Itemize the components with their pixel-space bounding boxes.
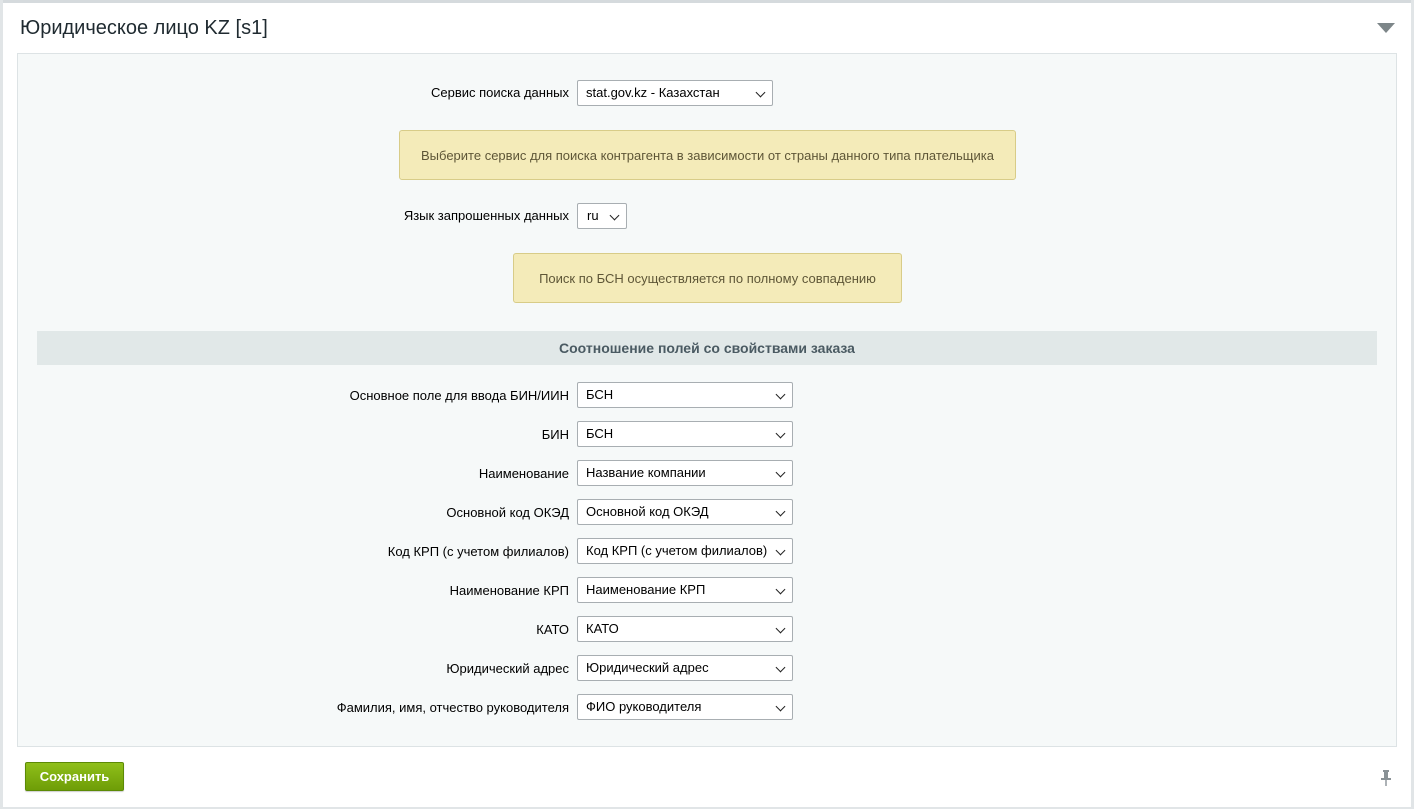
window-left-border — [0, 0, 3, 809]
mapping-row-label: КАТО — [536, 622, 569, 637]
mapping-select-value: Основной код ОКЭД — [586, 504, 709, 519]
service-select-value: stat.gov.kz - Казахстан — [586, 85, 720, 100]
mapping-row-label: Фамилия, имя, отчество руководителя — [336, 700, 569, 715]
collapse-triangle-icon[interactable] — [1377, 23, 1395, 33]
mapping-row-label: Юридический адрес — [446, 661, 569, 676]
chevron-down-icon — [776, 624, 786, 634]
mapping-select-value: ФИО руководителя — [586, 699, 702, 714]
mapping-select-bin-iin[interactable] — [577, 382, 793, 408]
mapping-select-bin[interactable] — [577, 421, 793, 447]
mapping-select-value: Юридический адрес — [586, 660, 709, 675]
mapping-select-value: БСН — [586, 387, 614, 402]
mapping-row-label: Наименование КРП — [449, 583, 569, 598]
mapping-row-label: БИН — [541, 427, 569, 442]
chevron-down-icon — [776, 546, 786, 556]
mapping-select-name[interactable] — [577, 460, 793, 486]
mapping-select-oked[interactable] — [577, 499, 793, 525]
language-select-value: ru — [587, 208, 599, 223]
language-label: Язык запрошенных данных — [403, 208, 569, 223]
chevron-down-icon — [756, 88, 766, 98]
mapping-select-value: Название компании — [586, 465, 706, 480]
window-top-border — [0, 0, 1414, 3]
mapping-select-address[interactable] — [577, 655, 793, 681]
chevron-down-icon — [776, 663, 786, 673]
chevron-down-icon — [776, 507, 786, 517]
page-title: Юридическое лицо KZ [s1] — [20, 17, 268, 39]
mapping-select-value: Наименование КРП — [586, 582, 706, 597]
pin-icon[interactable] — [1379, 769, 1393, 787]
mapping-select-krp-code[interactable] — [577, 538, 793, 564]
chevron-down-icon — [776, 429, 786, 439]
mapping-select-value: КАТО — [586, 621, 619, 636]
chevron-down-icon — [776, 702, 786, 712]
mapping-select-krp-name[interactable] — [577, 577, 793, 603]
mapping-row-label: Основное поле для ввода БИН/ИИН — [349, 388, 569, 403]
language-select[interactable] — [577, 203, 627, 229]
mapping-select-value: Код КРП (с учетом филиалов) — [586, 543, 768, 558]
service-label: Сервис поиска данных — [431, 85, 569, 100]
mapping-row-label: Код КРП (с учетом филиалов) — [387, 544, 569, 559]
mapping-row-label: Основной код ОКЭД — [446, 505, 569, 520]
chevron-down-icon — [776, 390, 786, 400]
mapping-section-header — [37, 331, 1377, 365]
chevron-down-icon — [610, 211, 620, 221]
mapping-select-kato[interactable] — [577, 616, 793, 642]
mapping-row-label: Наименование — [478, 466, 569, 481]
save-button[interactable]: Сохранить — [25, 762, 124, 791]
mapping-select-director[interactable] — [577, 694, 793, 720]
search-note: Поиск по БСН осуществляется по полному совпадению — [513, 253, 902, 303]
mapping-section-title: Соотношение полей со свойствами заказа — [559, 340, 855, 356]
service-select[interactable] — [577, 80, 773, 106]
mapping-select-value: БСН — [586, 426, 614, 441]
chevron-down-icon — [776, 468, 786, 478]
chevron-down-icon — [776, 585, 786, 595]
service-note: Выберите сервис для поиска контрагента в зависимости от страны данного типа плательщика — [399, 130, 1016, 180]
